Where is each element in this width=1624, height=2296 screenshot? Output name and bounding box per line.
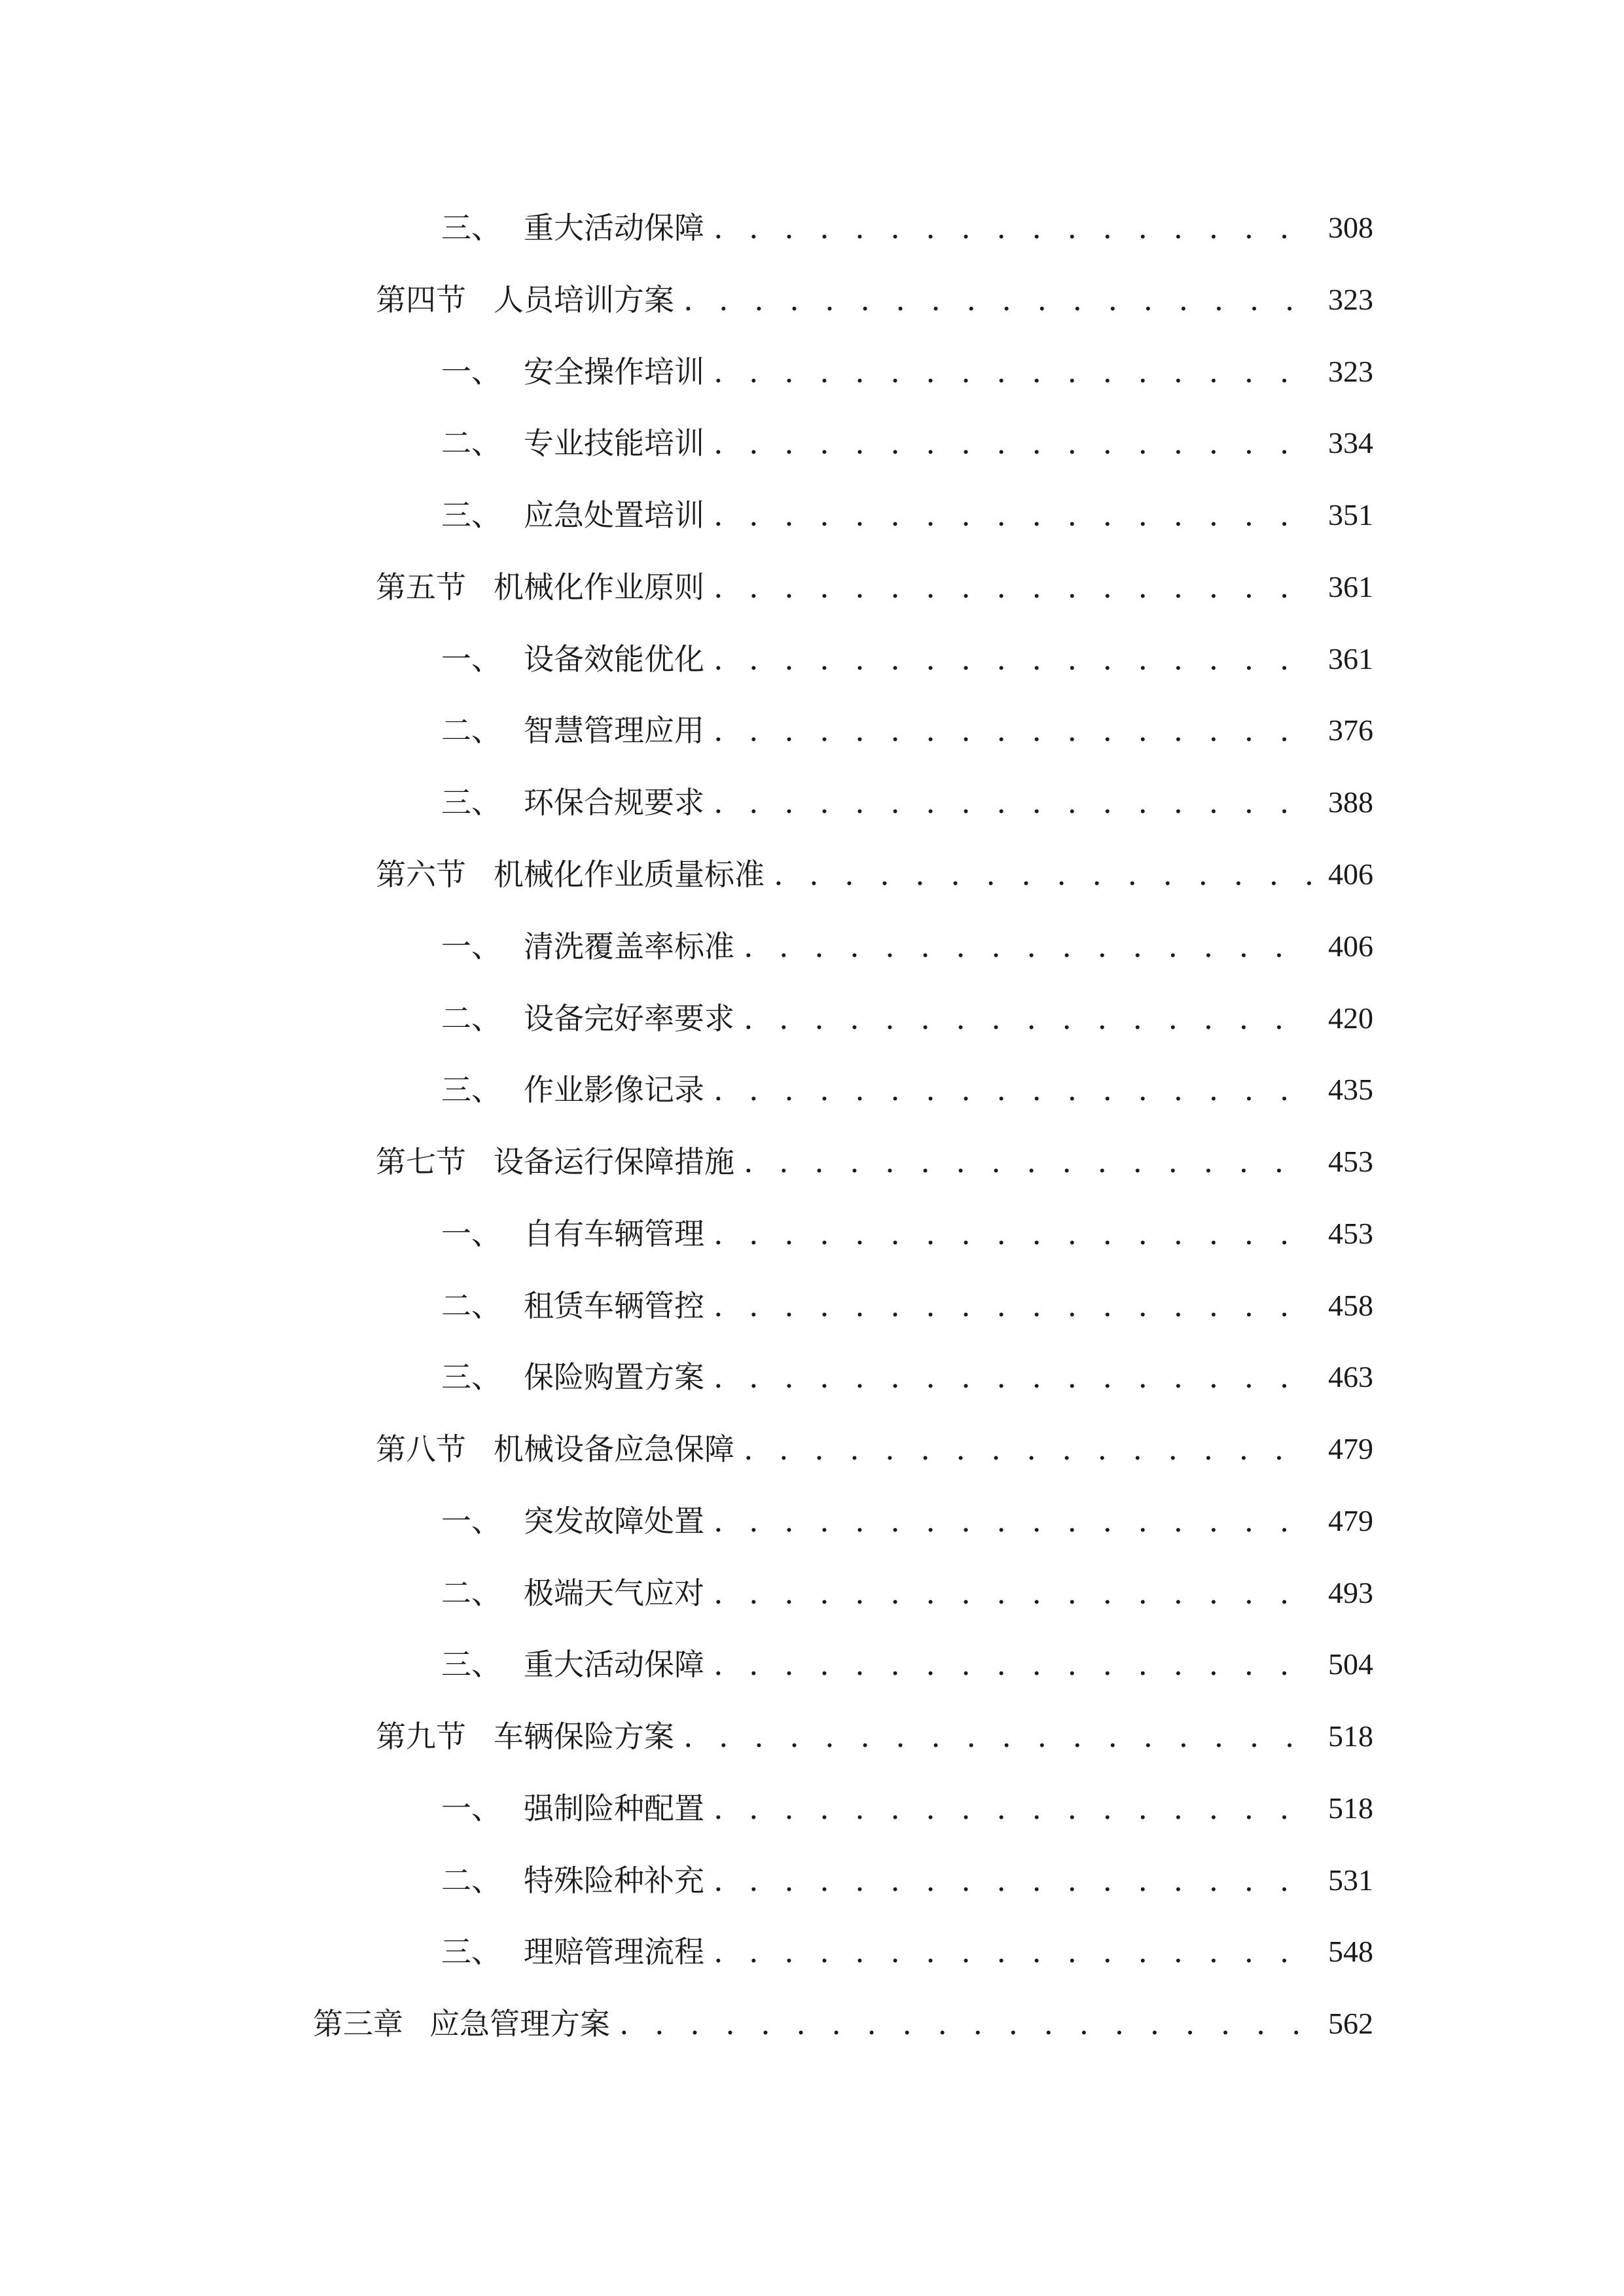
toc-entry-page: 323: [1328, 355, 1373, 388]
toc-entry[interactable]: [441, 346, 1373, 398]
toc-entry-number: 一、: [441, 354, 501, 389]
toc-entry-page: 376: [1328, 713, 1373, 747]
toc-entry-page: 518: [1328, 1719, 1373, 1753]
toc-entry-number: 第三章: [313, 2006, 403, 2041]
toc-entry-number: 一、: [441, 1791, 501, 1826]
toc-entry-number: 第九节: [376, 1719, 466, 1754]
toc-entry-title: 极端天气应对: [524, 1575, 704, 1611]
dot-leader: [683, 1710, 1312, 1763]
toc-entry-page: 562: [1328, 2007, 1373, 2040]
toc-entry-title: 作业影像记录: [524, 1072, 704, 1107]
toc-entry-number: 三、: [441, 785, 501, 820]
toc-entry-title: 设备完好率要求: [524, 1001, 734, 1036]
toc-entry-number: 二、: [441, 1001, 501, 1036]
toc-entry-title: 应急处置培训: [524, 497, 704, 533]
dot-leader: [619, 1998, 1312, 2050]
toc-entry-title: 自有车辆管理: [524, 1216, 704, 1251]
toc-entry[interactable]: [441, 776, 1373, 829]
dot-leader: [713, 1495, 1312, 1547]
toc-entry[interactable]: [441, 633, 1373, 685]
toc-entry[interactable]: [441, 1854, 1373, 1907]
toc-entry[interactable]: [441, 1567, 1373, 1619]
dot-leader: [713, 202, 1312, 254]
toc-entry-number: 第八节: [376, 1431, 466, 1467]
toc-entry-number: 第五节: [376, 569, 466, 605]
dot-leader: [713, 1638, 1312, 1691]
toc-entry-page: 453: [1328, 1217, 1373, 1250]
toc-entry[interactable]: [376, 1136, 1373, 1188]
toc-entry[interactable]: [441, 202, 1373, 254]
toc-entry-title: 机械设备应急保障: [494, 1431, 734, 1467]
toc-entry[interactable]: [441, 1926, 1373, 1978]
toc-entry-page: 334: [1328, 426, 1373, 459]
dot-leader: [713, 417, 1312, 469]
toc-entry[interactable]: [441, 1495, 1373, 1547]
toc-entry-page: 308: [1328, 211, 1373, 244]
dot-leader: [713, 1782, 1312, 1835]
toc-entry-page: 463: [1328, 1360, 1373, 1393]
toc-entry-page: 504: [1328, 1647, 1373, 1681]
toc-entry-page: 351: [1328, 498, 1373, 531]
toc-entry-number: 二、: [441, 425, 501, 461]
toc-entry-number: 二、: [441, 1288, 501, 1323]
toc-entry-number: 三、: [441, 210, 501, 245]
toc-entry-number: 三、: [441, 1072, 501, 1107]
dot-leader: [744, 1136, 1312, 1188]
toc-entry-title: 理赔管理流程: [524, 1934, 704, 1969]
toc-entry-page: 493: [1328, 1576, 1373, 1609]
toc-entry-title: 强制险种配置: [524, 1791, 704, 1826]
toc-entry-title: 人员培训方案: [494, 282, 674, 317]
toc-entry-number: 一、: [441, 1216, 501, 1251]
toc-entry-page: 518: [1328, 1791, 1373, 1825]
dot-leader: [713, 1926, 1312, 1978]
toc-entry[interactable]: [313, 1998, 1373, 2050]
toc-entry-number: 一、: [441, 641, 501, 677]
toc-entry[interactable]: [441, 417, 1373, 469]
dot-leader: [774, 848, 1312, 901]
toc-entry-title: 环保合规要求: [524, 785, 704, 820]
toc-entry-page: 406: [1328, 857, 1373, 891]
toc-entry-number: 三、: [441, 1647, 501, 1682]
toc-entry[interactable]: [441, 920, 1373, 973]
toc-entry-title: 机械化作业原则: [494, 569, 704, 605]
dot-leader: [744, 1423, 1312, 1475]
toc-entry[interactable]: [441, 704, 1373, 757]
toc-entry-number: 三、: [441, 1359, 501, 1395]
toc-entry-title: 专业技能培训: [524, 425, 704, 461]
toc-entry-number: 二、: [441, 1863, 501, 1898]
toc-entry-title: 突发故障处置: [524, 1503, 704, 1539]
toc-entry[interactable]: [441, 1064, 1373, 1116]
dot-leader: [713, 1567, 1312, 1619]
dot-leader: [713, 561, 1312, 613]
toc-entry-title: 保险购置方案: [524, 1359, 704, 1395]
toc-entry-number: 二、: [441, 713, 501, 748]
dot-leader: [713, 1208, 1312, 1260]
toc-entry-page: 479: [1328, 1504, 1373, 1537]
toc-entry[interactable]: [441, 1782, 1373, 1835]
toc-entry[interactable]: [441, 1351, 1373, 1403]
toc-entry[interactable]: [376, 274, 1373, 326]
toc-entry-page: 361: [1328, 570, 1373, 603]
toc-entry-page: 420: [1328, 1001, 1373, 1035]
toc-entry-number: 二、: [441, 1575, 501, 1611]
toc-entry-title: 智慧管理应用: [524, 713, 704, 748]
dot-leader: [683, 274, 1312, 326]
dot-leader: [713, 1351, 1312, 1403]
toc-entry[interactable]: [376, 1423, 1373, 1475]
toc-entry-page: 479: [1328, 1432, 1373, 1465]
toc-entry[interactable]: [441, 1280, 1373, 1332]
dot-leader: [713, 1064, 1312, 1116]
toc-entry[interactable]: [376, 561, 1373, 613]
toc-entry-number: 第四节: [376, 282, 466, 317]
dot-leader: [713, 633, 1312, 685]
toc-entry-title: 机械化作业质量标准: [494, 857, 765, 892]
dot-leader: [744, 920, 1312, 973]
toc-entry-page: 361: [1328, 642, 1373, 675]
toc-entry-page: 388: [1328, 785, 1373, 819]
dot-leader: [744, 992, 1312, 1045]
toc-entry-page: 323: [1328, 283, 1373, 316]
dot-leader: [713, 1280, 1312, 1332]
toc-entry-number: 三、: [441, 1934, 501, 1969]
toc-entry-title: 安全操作培训: [524, 354, 704, 389]
toc-entry[interactable]: [441, 992, 1373, 1045]
toc-entry-page: 453: [1328, 1145, 1373, 1178]
toc-entry-title: 设备运行保障措施: [494, 1144, 734, 1179]
dot-leader: [713, 776, 1312, 829]
dot-leader: [713, 704, 1312, 757]
toc-entry-number: 三、: [441, 497, 501, 533]
toc-entry-page: 531: [1328, 1863, 1373, 1897]
dot-leader: [713, 346, 1312, 398]
toc-entry-title: 车辆保险方案: [494, 1719, 674, 1754]
toc-entry-page: 406: [1328, 929, 1373, 963]
toc-entry-page: 435: [1328, 1073, 1373, 1106]
toc-entry-title: 特殊险种补充: [524, 1863, 704, 1898]
toc-entry-page: 458: [1328, 1289, 1373, 1322]
dot-leader: [713, 1854, 1312, 1907]
toc-entry-number: 第七节: [376, 1144, 466, 1179]
toc-entry-title: 重大活动保障: [524, 1647, 704, 1682]
toc-entry[interactable]: [376, 848, 1373, 901]
toc-entry[interactable]: [441, 489, 1373, 541]
toc-entry-title: 清洗覆盖率标准: [524, 929, 734, 964]
toc-entry-title: 设备效能优化: [524, 641, 704, 677]
toc-entry[interactable]: [376, 1710, 1373, 1763]
toc-entry-title: 应急管理方案: [429, 2006, 610, 2041]
toc-entry-title: 租赁车辆管控: [524, 1288, 704, 1323]
toc-entry-number: 一、: [441, 1503, 501, 1539]
toc-entry-title: 重大活动保障: [524, 210, 704, 245]
toc-entry[interactable]: [441, 1638, 1373, 1691]
toc-entry[interactable]: [441, 1208, 1373, 1260]
toc-entry-number: 第六节: [376, 857, 466, 892]
toc-entry-number: 一、: [441, 929, 501, 964]
dot-leader: [713, 489, 1312, 541]
toc-entry-page: 548: [1328, 1935, 1373, 1968]
